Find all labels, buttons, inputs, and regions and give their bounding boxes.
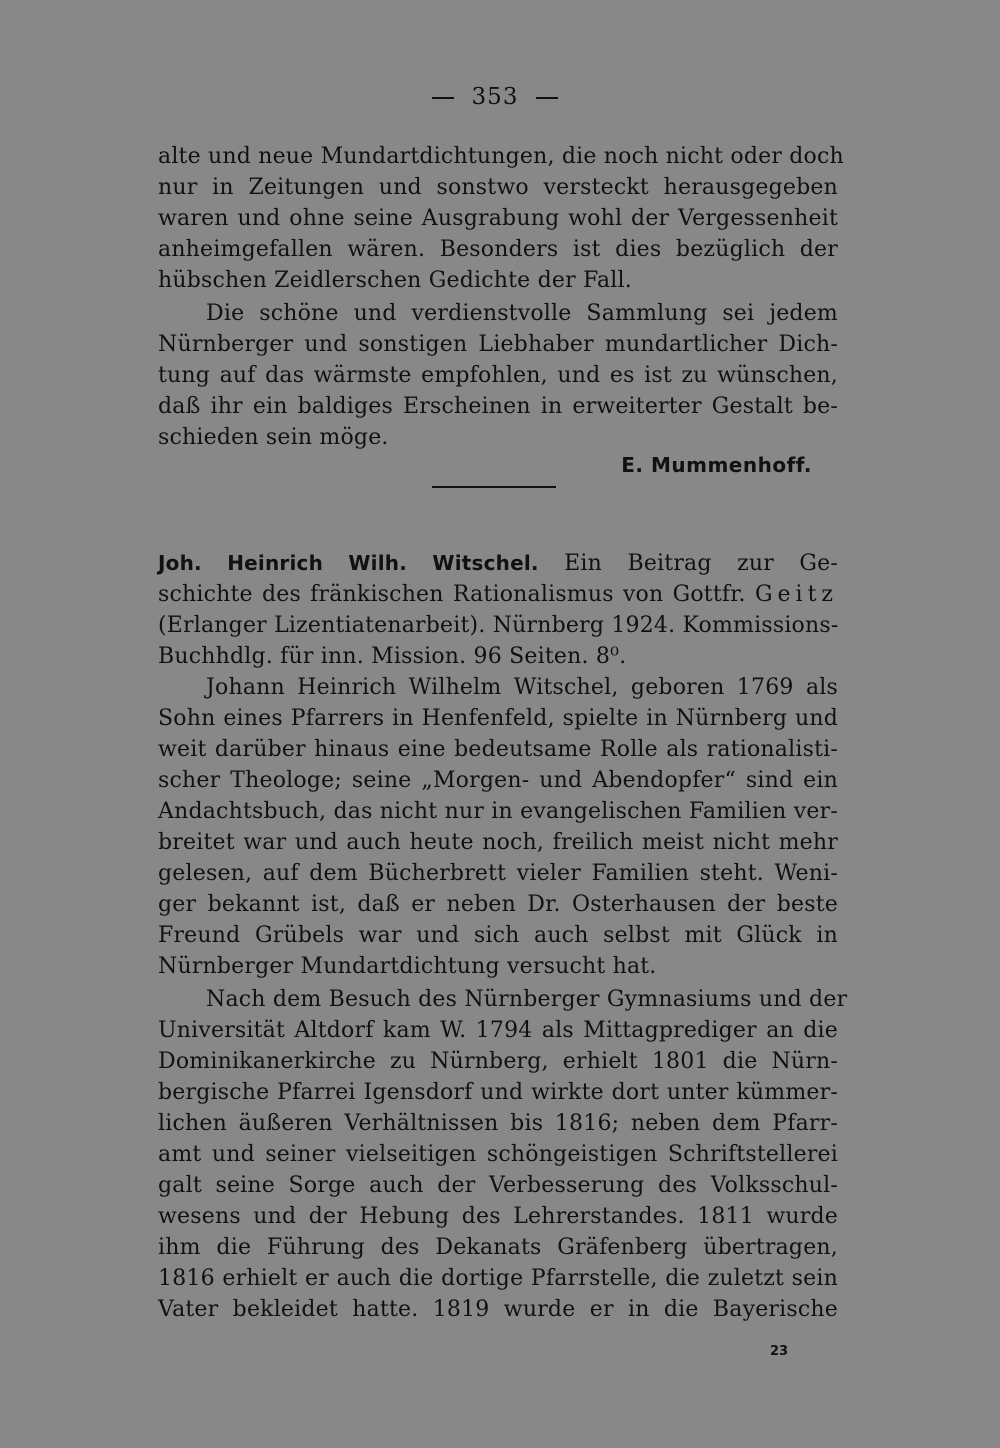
text-line: 1816 erhielt er auch die dortige Pfarrstelle, die zuletzt sein <box>158 1266 838 1291</box>
text-line: galt seine Sorge auch der Verbesserung des Volksschul- <box>158 1173 838 1198</box>
text-line: wesens und der Hebung des Lehrerstandes. 1811 wurde <box>158 1204 838 1229</box>
citation-author: Geitz <box>754 582 838 607</box>
text-line: breitet war und auch heute noch, freilich meist nicht mehr <box>158 830 838 855</box>
text-line: amt und seiner vielseitigen schöngeistigen Schriftstellerei <box>158 1142 838 1167</box>
text-line: hübschen Zeidlerschen Gedichte der Fall. <box>158 268 632 293</box>
text-line: Andachtsbuch, das nicht nur in evangelischen Familien ver- <box>158 799 838 824</box>
page-number-text: 353 <box>471 84 519 110</box>
text-line: anheimgefallen wären. Besonders ist dies bezüglich der <box>158 237 838 262</box>
dash-left <box>432 97 454 99</box>
review-title-rest: Ein Beitrag zur Ge- <box>538 551 839 576</box>
citation-text: schichte des fränkischen Rationalismus von Gottfr. <box>158 582 746 607</box>
text-line: lichen äußeren Verhältnissen bis 1816; neben dem Pfarr- <box>158 1111 838 1136</box>
citation-line <box>158 579 838 610</box>
text-line: waren und ohne seine Ausgrabung wohl der Vergessenheit <box>158 206 838 231</box>
text-line: tung auf das wärmste empfohlen, und es ist zu wünschen, <box>158 363 838 388</box>
text-line: bergische Pfarrei Igensdorf und wirkte dort unter kümmer- <box>158 1080 838 1105</box>
text-line: Die schöne und verdienstvolle Sammlung sei jedem <box>206 301 838 326</box>
text-line: Nürnberger Mundartdichtung versucht hat. <box>158 954 657 979</box>
text-line: scher Theologe; seine „Morgen- und Abendopfer“ sind ein <box>158 768 838 793</box>
text-line: schieden sein möge. <box>158 425 389 450</box>
text-line: ihm die Führung des Dekanats Gräfenberg übertragen, <box>158 1235 838 1260</box>
review-heading <box>158 548 838 579</box>
text-line: weit darüber hinaus eine bedeutsame Rolle als rationalisti- <box>158 737 838 762</box>
review-title: Joh. Heinrich Wilh. Witschel. <box>158 551 539 575</box>
text-line: gelesen, auf dem Bücherbrett vieler Familien steht. Weni- <box>158 861 838 886</box>
text-line: Universität Altdorf kam W. 1794 als Mittagprediger an die <box>158 1018 838 1043</box>
text-line: Freund Grübels war und sich auch selbst mit Glück in <box>158 923 838 948</box>
text-line: ger bekannt ist, daß er neben Dr. Osterhausen der beste <box>158 892 838 917</box>
text-line: Sohn eines Pfarrers in Henfenfeld, spielte in Nürnberg und <box>158 706 838 731</box>
citation-line: Buchhdlg. für inn. Mission. 96 Seiten. 8⁰. <box>158 644 627 669</box>
text-line: daß ihr ein baldiges Erscheinen in erweiterter Gestalt be- <box>158 394 838 419</box>
dash-right <box>536 97 558 99</box>
text-line: Nürnberger und sonstigen Liebhaber mundartlicher Dich- <box>158 332 838 357</box>
text-line: Johann Heinrich Wilhelm Witschel, geboren 1769 als <box>206 675 838 700</box>
citation-line: (Erlanger Lizentiatenarbeit). Nürnberg 1924. Kommissions- <box>158 613 839 638</box>
printer-signature-mark: 23 <box>770 1344 789 1359</box>
page-number <box>0 84 990 110</box>
text-line: nur in Zeitungen und sonstwo versteckt herausgegeben <box>158 175 838 200</box>
text-line: Vater bekleidet hatte. 1819 wurde er in die Bayerische <box>158 1297 838 1322</box>
text-line: Nach dem Besuch des Nürnberger Gymnasiums und der <box>206 987 848 1012</box>
review-author: E. Mummenhoff. <box>621 453 812 477</box>
text-line: alte und neue Mundartdichtungen, die noch nicht oder doch <box>158 144 844 169</box>
section-divider <box>432 486 556 488</box>
text-line: Dominikanerkirche zu Nürnberg, erhielt 1801 die Nürn- <box>158 1049 838 1074</box>
